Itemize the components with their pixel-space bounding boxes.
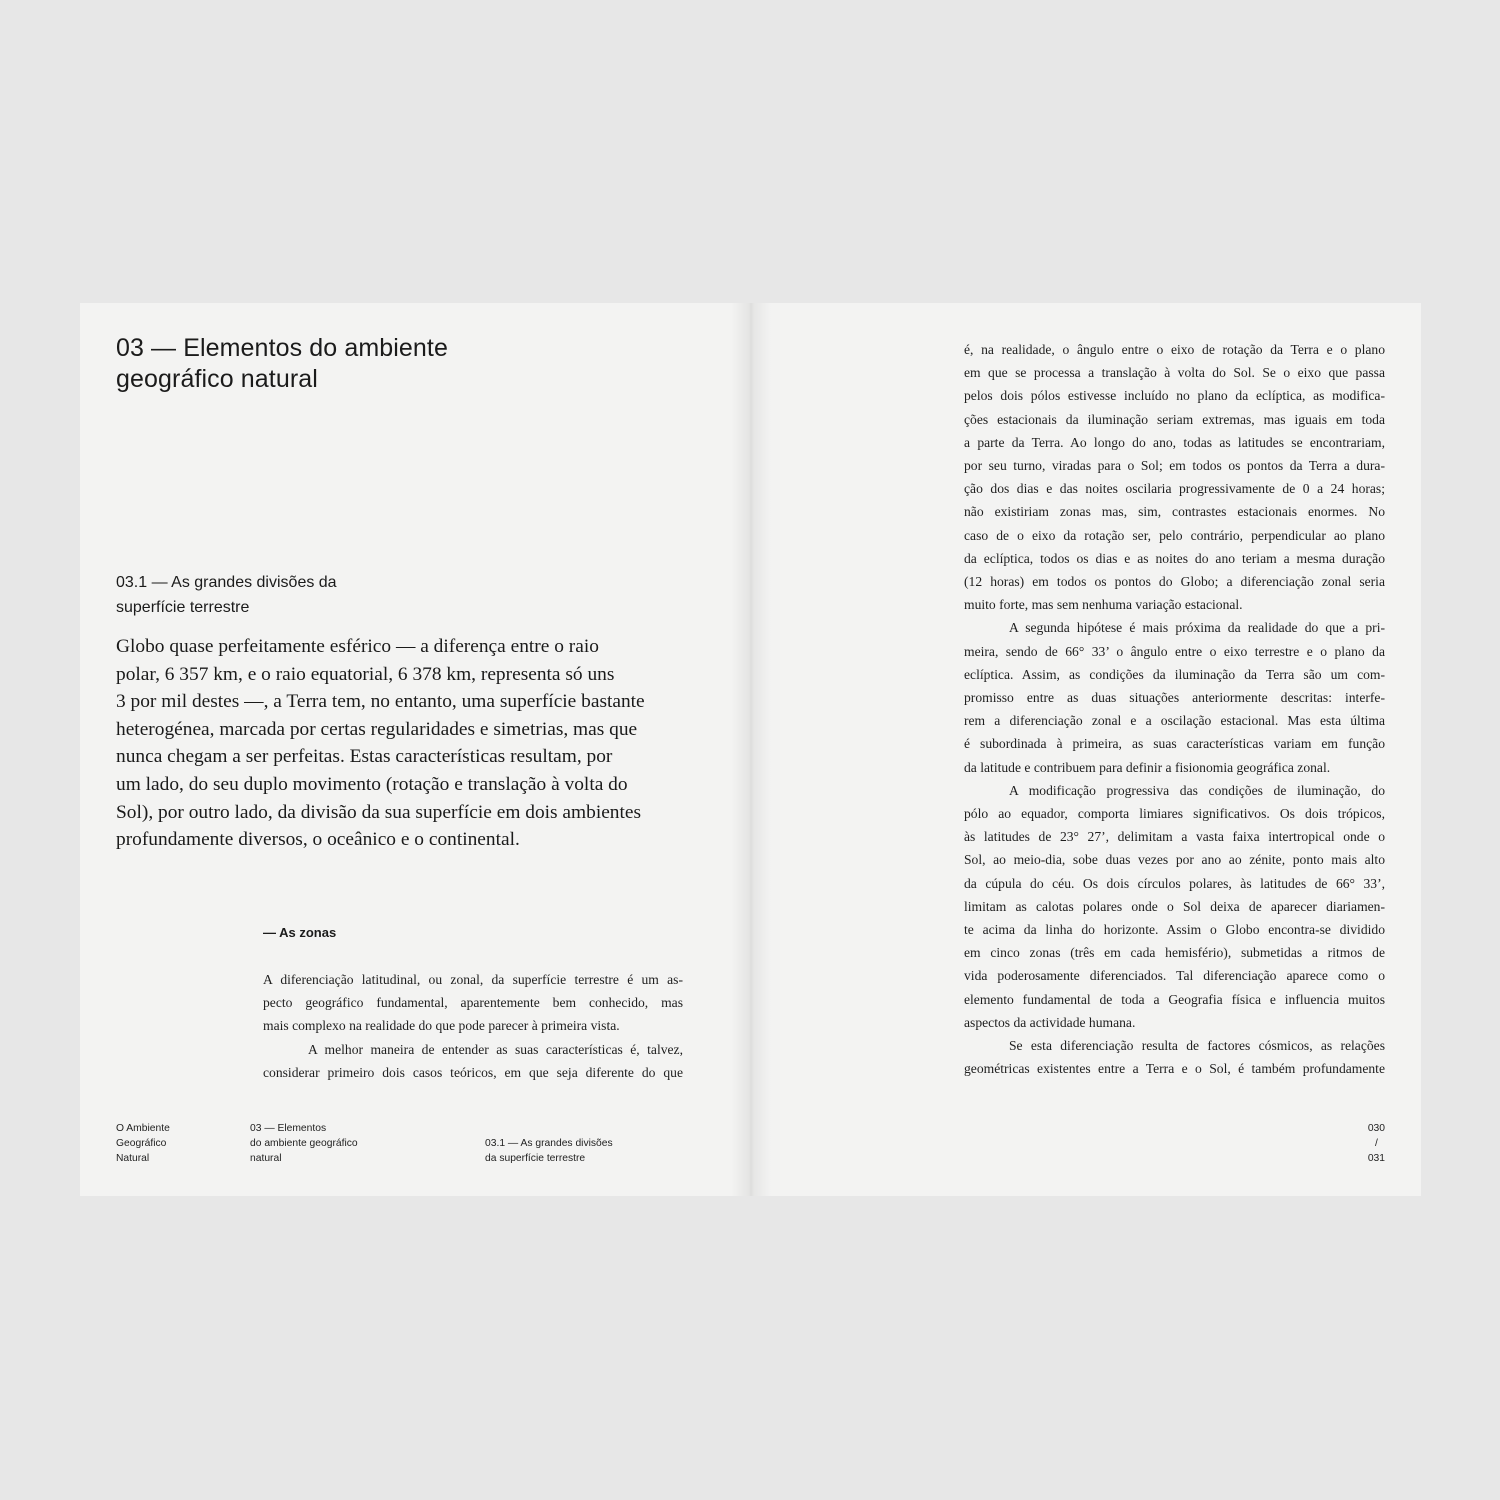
footer-line: natural	[250, 1153, 282, 1164]
text-line: da cúpula do céu. Os dois círculos polares, às latitudes de 66° 33’,	[964, 875, 1385, 891]
section-title	[116, 570, 476, 620]
page-number-left: 030	[1367, 1123, 1385, 1134]
text-line: a parte da Terra. Ao longo do ano, todas as latitudes se encontrariam,	[964, 434, 1385, 450]
lead-line: heterogénea, marcada por certas regularidades e simetrias, mas que	[116, 718, 638, 740]
text-line: caso de o eixo da rotação ser, pelo contrário, perpendicular ao plano	[964, 527, 1385, 543]
right-page	[751, 303, 1421, 1196]
chapter-title-line: geográfico natural	[116, 365, 318, 393]
text-line: rem a diferenciação zonal e a oscilação estacional. Mas esta última	[964, 713, 1385, 729]
text-line: por seu turno, viradas para o Sol; em todos os pontos da Terra a dura-	[964, 458, 1385, 474]
text-line: pecto geográfico fundamental, aparentemente bem conhecido, mas	[263, 995, 683, 1011]
running-footer-chapter	[250, 1121, 358, 1166]
text-line: geométricas existentes entre a Terra e o Sol, é também profundamente	[964, 1061, 1385, 1077]
footer-line: do ambiente geográfico	[250, 1138, 358, 1149]
footer-line: O Ambiente	[116, 1123, 170, 1134]
lead-line: Globo quase perfeitamente esférico — a diferença entre o raio	[116, 636, 599, 657]
chapter-title	[116, 333, 636, 395]
text-line: A melhor maneira de entender as suas características é, talvez,	[308, 1041, 683, 1057]
text-line: considerar primeiro dois casos teóricos, em que seja diferente do que	[263, 1064, 683, 1080]
lead-paragraph	[116, 633, 676, 854]
text-line: não existiriam zonas mas, sim, contrastes estacionais enormes. No	[964, 504, 1385, 520]
text-line: ção dos dias e das noites oscilaria progressivamente de 0 a 24 horas;	[964, 481, 1385, 497]
text-line: muito forte, mas sem nenhuma variação estacional.	[964, 597, 1243, 613]
text-line: limitam as calotas polares onde o Sol deixa de aparecer diariamen-	[964, 898, 1385, 914]
text-line: elemento fundamental de toda a Geografia física e influencia muitos	[964, 991, 1385, 1007]
section-title-line: 03.1 — As grandes divisões da	[116, 574, 337, 591]
text-line: Sol, ao meio-dia, sobe duas vezes por ano ao zénite, ponto mais alto	[964, 852, 1385, 868]
footer-line: 03.1 — As grandes divisões	[485, 1138, 613, 1149]
text-line: mais complexo na realidade do que pode parecer à primeira vista.	[263, 1018, 620, 1034]
left-page	[80, 303, 751, 1196]
text-line: ções estacionais da iluminação seriam extremas, mas iguais em toda	[964, 411, 1385, 427]
text-line: vida poderosamente diferenciados. Tal diferenciação aparece como o	[964, 968, 1385, 984]
footer-line: Natural	[116, 1153, 150, 1164]
lead-line: 3 por mil destes —, a Terra tem, no entanto, uma superfície bastante	[116, 691, 645, 713]
page-number-separator: /	[1374, 1138, 1378, 1149]
lead-line: um lado, do seu duplo movimento (rotação e translação à volta do	[116, 773, 628, 795]
text-line: às latitudes de 23° 27’, delimitam a vasta faixa intertropical onde o	[964, 829, 1385, 845]
lead-line: profundamente diversos, o oceânico e o continental.	[116, 829, 520, 851]
section-title-line: superfície terrestre	[116, 599, 250, 616]
footer-line: da superfície terrestre	[485, 1153, 586, 1164]
text-line: A segunda hipótese é mais próxima da realidade do que a pri-	[1009, 620, 1385, 636]
footer-line: 03 — Elementos	[250, 1123, 327, 1134]
text-line: em que se processa a translação à volta do Sol. Se o eixo que passa	[964, 365, 1385, 381]
lead-line: nunca chegam a ser perfeitas. Estas características resultam, por	[116, 746, 613, 768]
subsection-heading: — As zonas	[263, 925, 337, 940]
text-line: te acima da linha do horizonte. Assim o Globo encontra-se dividido	[964, 922, 1385, 938]
text-line: da eclíptica, todos os dias e as noites do ano teriam a mesma duração	[964, 550, 1385, 566]
text-line: é subordinada à primeira, as suas características variam em função	[964, 736, 1385, 752]
text-line: Se esta diferenciação resulta de factores cósmicos, as relações	[1009, 1038, 1385, 1054]
text-line: pelos dois pólos estivesse incluído no plano da eclíptica, as modifica-	[964, 388, 1385, 404]
lead-line: polar, 6 357 km, e o raio equatorial, 6 378 km, representa só uns	[116, 663, 615, 685]
left-body-text	[263, 968, 683, 1084]
text-line: eclíptica. Assim, as condições da iluminação da Terra são um com-	[964, 666, 1385, 682]
right-body-text	[964, 338, 1385, 1081]
text-line: promisso entre as duas situações anteriormente descritas: interfe-	[964, 690, 1385, 706]
text-line: A modificação progressiva das condições de iluminação, do	[1009, 782, 1385, 798]
text-line: pólo ao equador, comporta limiares significativos. Os dois trópicos,	[964, 806, 1385, 822]
running-footer-section	[485, 1136, 613, 1166]
footer-line: Geográfico	[116, 1138, 167, 1149]
page-numbers	[1368, 1121, 1385, 1166]
text-line: (12 horas) em todos os pontos do Globo; a diferenciação zonal seria	[964, 574, 1385, 590]
text-line: A diferenciação latitudinal, ou zonal, da superfície terrestre é um as-	[263, 972, 683, 987]
text-line: em cinco zonas (três em cada hemisfério), submetidas a ritmos de	[964, 945, 1385, 961]
page-number-right: 031	[1367, 1153, 1385, 1164]
text-line: é, na realidade, o ângulo entre o eixo de rotação da Terra e o plano	[964, 342, 1385, 357]
chapter-title-line: 03 — Elementos do ambiente	[116, 334, 448, 362]
text-line: da latitude e contribuem para definir a fisionomia geográfica zonal.	[964, 759, 1331, 775]
text-line: aspectos da actividade humana.	[964, 1014, 1136, 1030]
lead-line: Sol), por outro lado, da divisão da sua superfície em dois ambientes	[116, 801, 642, 823]
text-line: meira, sendo de 66° 33’ o ângulo entre o eixo terrestre e o plano da	[964, 643, 1385, 659]
running-footer-book	[116, 1121, 170, 1166]
